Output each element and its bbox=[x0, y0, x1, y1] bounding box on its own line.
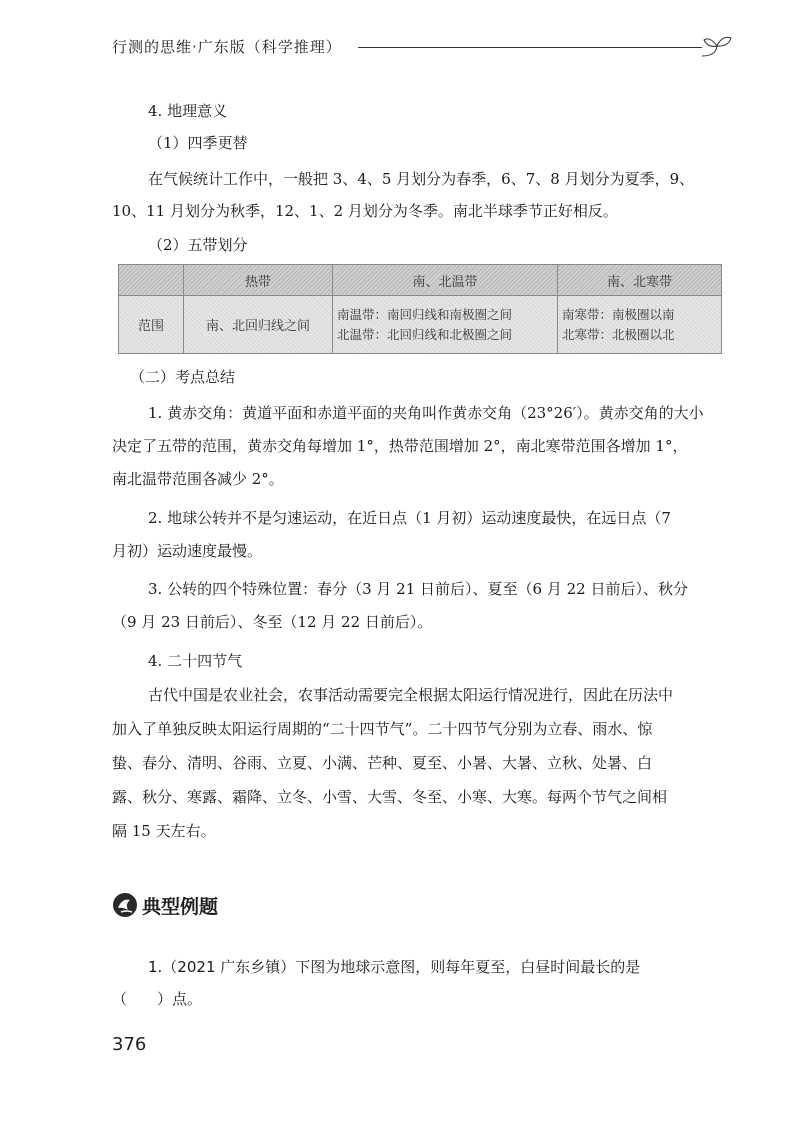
paragraph-line: 2. 地球公转并不是匀速运动，在近日点（1 月初）运动速度最快，在远日点（7 bbox=[148, 509, 671, 527]
brush-flourish-icon bbox=[112, 892, 138, 918]
header-rule bbox=[358, 47, 702, 48]
paragraph-line: 蛰、春分、清明、谷雨、立夏、小满、芒种、夏至、小暑、大暑、立秋、处暑、白 bbox=[112, 754, 653, 772]
paragraph-line: 露、秋分、寒露、霜降、立冬、小雪、大雪、冬至、小寒、大寒。每两个节气之间相 bbox=[112, 788, 668, 806]
table-header-cell bbox=[119, 265, 184, 296]
subheading-seasons: （1）四季更替 bbox=[148, 134, 248, 152]
header-title: 行测的思维·广东版（科学推理） bbox=[112, 38, 342, 56]
subheading-geographic-significance: 4. 地理意义 bbox=[148, 102, 228, 120]
table-header-cell: 热带 bbox=[184, 265, 333, 296]
table-cell-frigid bbox=[558, 296, 722, 354]
paragraph-line: （9 月 23 日前后）、冬至（12 月 22 日前后）。 bbox=[112, 613, 433, 631]
table-cell-temperate bbox=[333, 296, 558, 354]
paragraph-line: 隔 15 天左右。 bbox=[112, 822, 216, 840]
table-row-label: 范围 bbox=[119, 296, 184, 354]
summary-heading: （二）考点总结 bbox=[130, 368, 236, 386]
table-cell-line: 北温带：北回归线和北极圈之间 bbox=[337, 326, 513, 342]
table-header-cell: 南、北温带 bbox=[333, 265, 558, 296]
table-cell-tropic: 南、北回归线之间 bbox=[184, 296, 333, 354]
table-header-cell: 南、北寒带 bbox=[558, 265, 722, 296]
subheading-solar-terms: 4. 二十四节气 bbox=[148, 652, 243, 670]
paragraph-line: 月初）运动速度最慢。 bbox=[112, 542, 263, 560]
paragraph-line: 在气候统计工作中，一般把 3、4、5 月划分为春季，6、7、8 月划分为夏季，9、 bbox=[148, 170, 695, 188]
section-title: 典型例题 bbox=[142, 896, 219, 918]
five-zones-table bbox=[118, 264, 722, 354]
table-cell-line: 北寒带：北极圈以北 bbox=[562, 326, 675, 342]
paragraph-line: 古代中国是农业社会，农事活动需要完全根据太阳运行情况进行，因此在历法中 bbox=[148, 686, 674, 704]
table-cell-line: 南温带：南回归线和南极圈之间 bbox=[337, 306, 513, 322]
subheading-five-zones: （2）五带划分 bbox=[148, 236, 248, 254]
paragraph-line: 10、11 月划分为秋季，12、1、2 月划分为冬季。南北半球季节正好相反。 bbox=[112, 202, 618, 220]
paragraph-line: 南北温带范围各减少 2°。 bbox=[112, 470, 284, 488]
paragraph-line: 加入了单独反映太阳运行周期的“二十四节气”。二十四节气分别为立春、雨水、惊 bbox=[112, 720, 653, 738]
running-header bbox=[112, 34, 724, 64]
table-row bbox=[119, 296, 722, 354]
paragraph-line: 3. 公转的四个特殊位置：春分（3 月 21 日前后）、夏至（6 月 22 日前后）、秋分 bbox=[148, 580, 688, 598]
page-number: 376 bbox=[112, 1034, 147, 1055]
paragraph-line: 决定了五带的范围，黄赤交角每增加 1°，热带范围增加 2°，南北寒带范围各增加 1°， bbox=[112, 437, 688, 455]
paragraph-line: 1. 黄赤交角：黄道平面和赤道平面的夹角叫作黄赤交角（23°26′）。黄赤交角的大小 bbox=[148, 404, 704, 422]
table-header-row bbox=[119, 265, 722, 296]
sprout-icon bbox=[700, 34, 734, 60]
question-line: （ ）点。 bbox=[112, 990, 203, 1008]
question-line: 1.（2021 广东乡镇）下图为地球示意图，则每年夏至，白昼时间最长的是 bbox=[148, 958, 641, 976]
table-cell-line: 南寒带：南极圈以南 bbox=[562, 306, 675, 322]
